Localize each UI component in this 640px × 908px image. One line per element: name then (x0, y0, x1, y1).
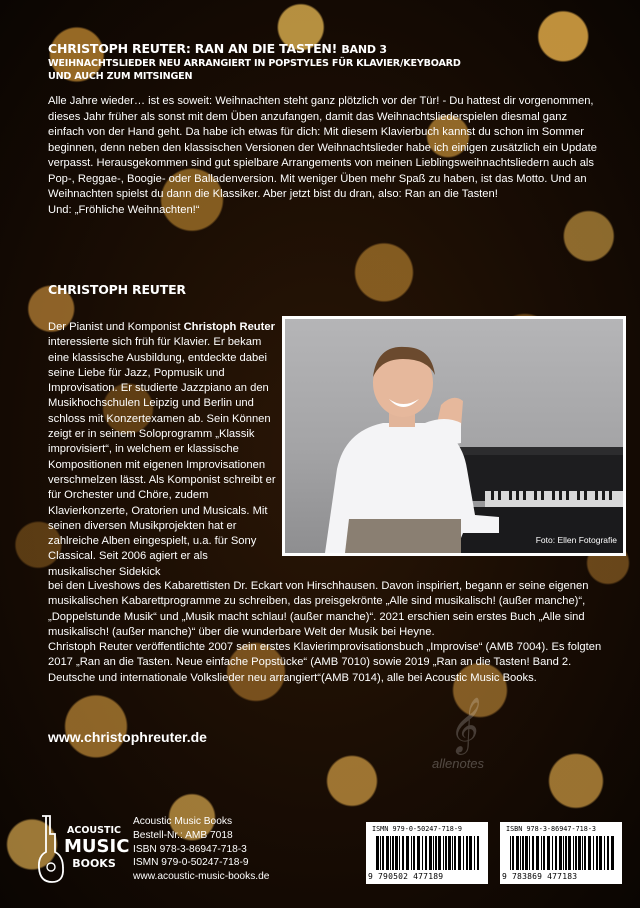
bio-intro-after: interessierte sich früh für Klavier. Er bekam eine klassische Ausbildung, entdeckte dabei seine Liebe für Jazz, Popmusik und Improvisation. Er studierte Jazzpiano an den Musikhochschulen Leipzig und Berlin und schloss mit Konzertexamen ab. Sein Können zeigt er in seinem Soloprogramm „Klassik improvisiert“, in welchem er klassische Kompositionen mit eigenen Improvisationen verschmelzen lässt. Als Komponist schreibt er für Orchester und Chöre, zudem Klavierkonzerte, Oratorien und Musicals. Mit seinen diversen Musikprojekten hat er zahlreiche Alben eingespielt, u.a. für Sony Classical. Seit 2006 agiert er als musikalischer Sidekick (48, 336, 276, 578)
bio-text-full (48, 579, 608, 686)
ismn-barcode-bars (376, 836, 482, 870)
band-label: BAND 3 (341, 43, 387, 56)
bio-paragraph (48, 320, 276, 580)
intro-closing: Und: „Fröhliche Weihnachten!“ (48, 203, 200, 216)
bio-intro-before: Der Pianist und Komponist (48, 321, 184, 333)
publisher-name: Acoustic Music Books (133, 816, 233, 827)
ismn-barcode-label: ISMN 979-0-50247-718-9 (372, 825, 463, 833)
watermark-text: allenotes (432, 756, 485, 771)
intro-paragraph: Alle Jahre wieder… ist es soweit: Weihnachten steht ganz plötzlich vor der Tür! - Du hattest dir vorgenommen, dieses Jahr früher als sonst mit dem Üben anzufangen, damit das Weihnachtsliederspielen diesmal ganz einfach von der Hand geht. Da habe ich etwas für dich: Mit diesem Klavierbuch kannst du schon im Sommer beginnen, denn neben den klassischen Versionen der Weihnachtslieder habe ich einigen zusätzlich ein Update verpasst. Herausgekommen sind gut spielbare Arrangements von meinen Lieblingsweihnachtsliedern auch als Pop-, Reggae-, Boogie- oder Balladenversion. Mit weniger Üben mehr Spaß zu haben, ist das Motto. Und an Weihnachten spielst du dann die Klassiker. Aber jetzt bist du dran, also: Ran an die Tasten! (48, 95, 597, 200)
isbn-barcode (500, 822, 622, 884)
website-link[interactable]: www.christophreuter.de (48, 729, 207, 745)
logo-line-2: MUSIC (64, 835, 130, 857)
publisher-logo (36, 812, 130, 884)
isbn-barcode-bars (510, 836, 616, 870)
bio-publications: Christoph Reuter veröffentlichte 2007 sein erstes Klavierimprovisationsbuch „Improvise“ (AMB 7004). Es folgten 2017 „Ran an die Tasten. Neue einfache Popstücke“ (AMB 7010) sowie 2019 „Ran an die Tasten! Band 2. Deutsche und internationale Volkslieder neu arrangiert“(AMB 7014), alle bei Acoustic Music Books. (48, 641, 602, 684)
ismn-barcode-digits: 9 790502 477189 (368, 872, 444, 881)
book-title: CHRISTOPH REUTER: RAN AN DIE TASTEN! BAND 3 (48, 41, 387, 56)
logo-line-3: BOOKS (72, 856, 116, 870)
subtitle-line-1: WEIHNACHTSLIEDER NEU ARRANGIERT IN POPSTYLES FÜR KLAVIER/KEYBOARD (48, 58, 461, 69)
book-subtitle (48, 57, 608, 83)
watermark (418, 699, 508, 782)
logo-line-1: ACOUSTIC (67, 825, 121, 836)
bio-heading: CHRISTOPH REUTER (48, 282, 186, 297)
bio-text-column (48, 320, 276, 580)
isbn-barcode-digits: 9 783869 477183 (502, 872, 578, 881)
ismn-barcode (366, 822, 488, 884)
publisher-info (133, 815, 269, 884)
author-photo (282, 316, 626, 556)
bio-continued: bei den Liveshows des Kabarettisten Dr. Eckart von Hirschhausen. Davon inspiriert, begann er seine eigenen musikalischen Kabarettprogramme zu schreiben, das preisgekrönte „Alle sind musikalisch! (außer manche)“, „Doppelstunde Musik“ und „Musik macht schlau! (außer manche)“. 2021 erschien sein erstes Buch „Alle sind musikalisch! (außer manche)“ über die wunderbare Welt der Musik bei Heyne. (48, 580, 589, 638)
ismn-number: ISMN 979-0-50247-718-9 (133, 857, 249, 869)
treble-clef-icon: 𝄞 (448, 699, 477, 752)
intro-text (48, 94, 604, 218)
subtitle-line-2: UND AUCH ZUM MITSINGEN (48, 71, 193, 82)
photo-credit: Foto: Ellen Fotografie (535, 535, 617, 545)
isbn-number: ISBN 978-3-86947-718-3 (133, 843, 247, 855)
publisher-url[interactable]: www.acoustic-music-books.de (133, 871, 270, 883)
order-number: Bestell-Nr.: AMB 7018 (133, 829, 233, 841)
author-photo-illustration (285, 319, 623, 553)
bio-author-name: Christoph Reuter (183, 321, 275, 333)
isbn-barcode-label: ISBN 978-3-86947-718-3 (506, 825, 597, 833)
